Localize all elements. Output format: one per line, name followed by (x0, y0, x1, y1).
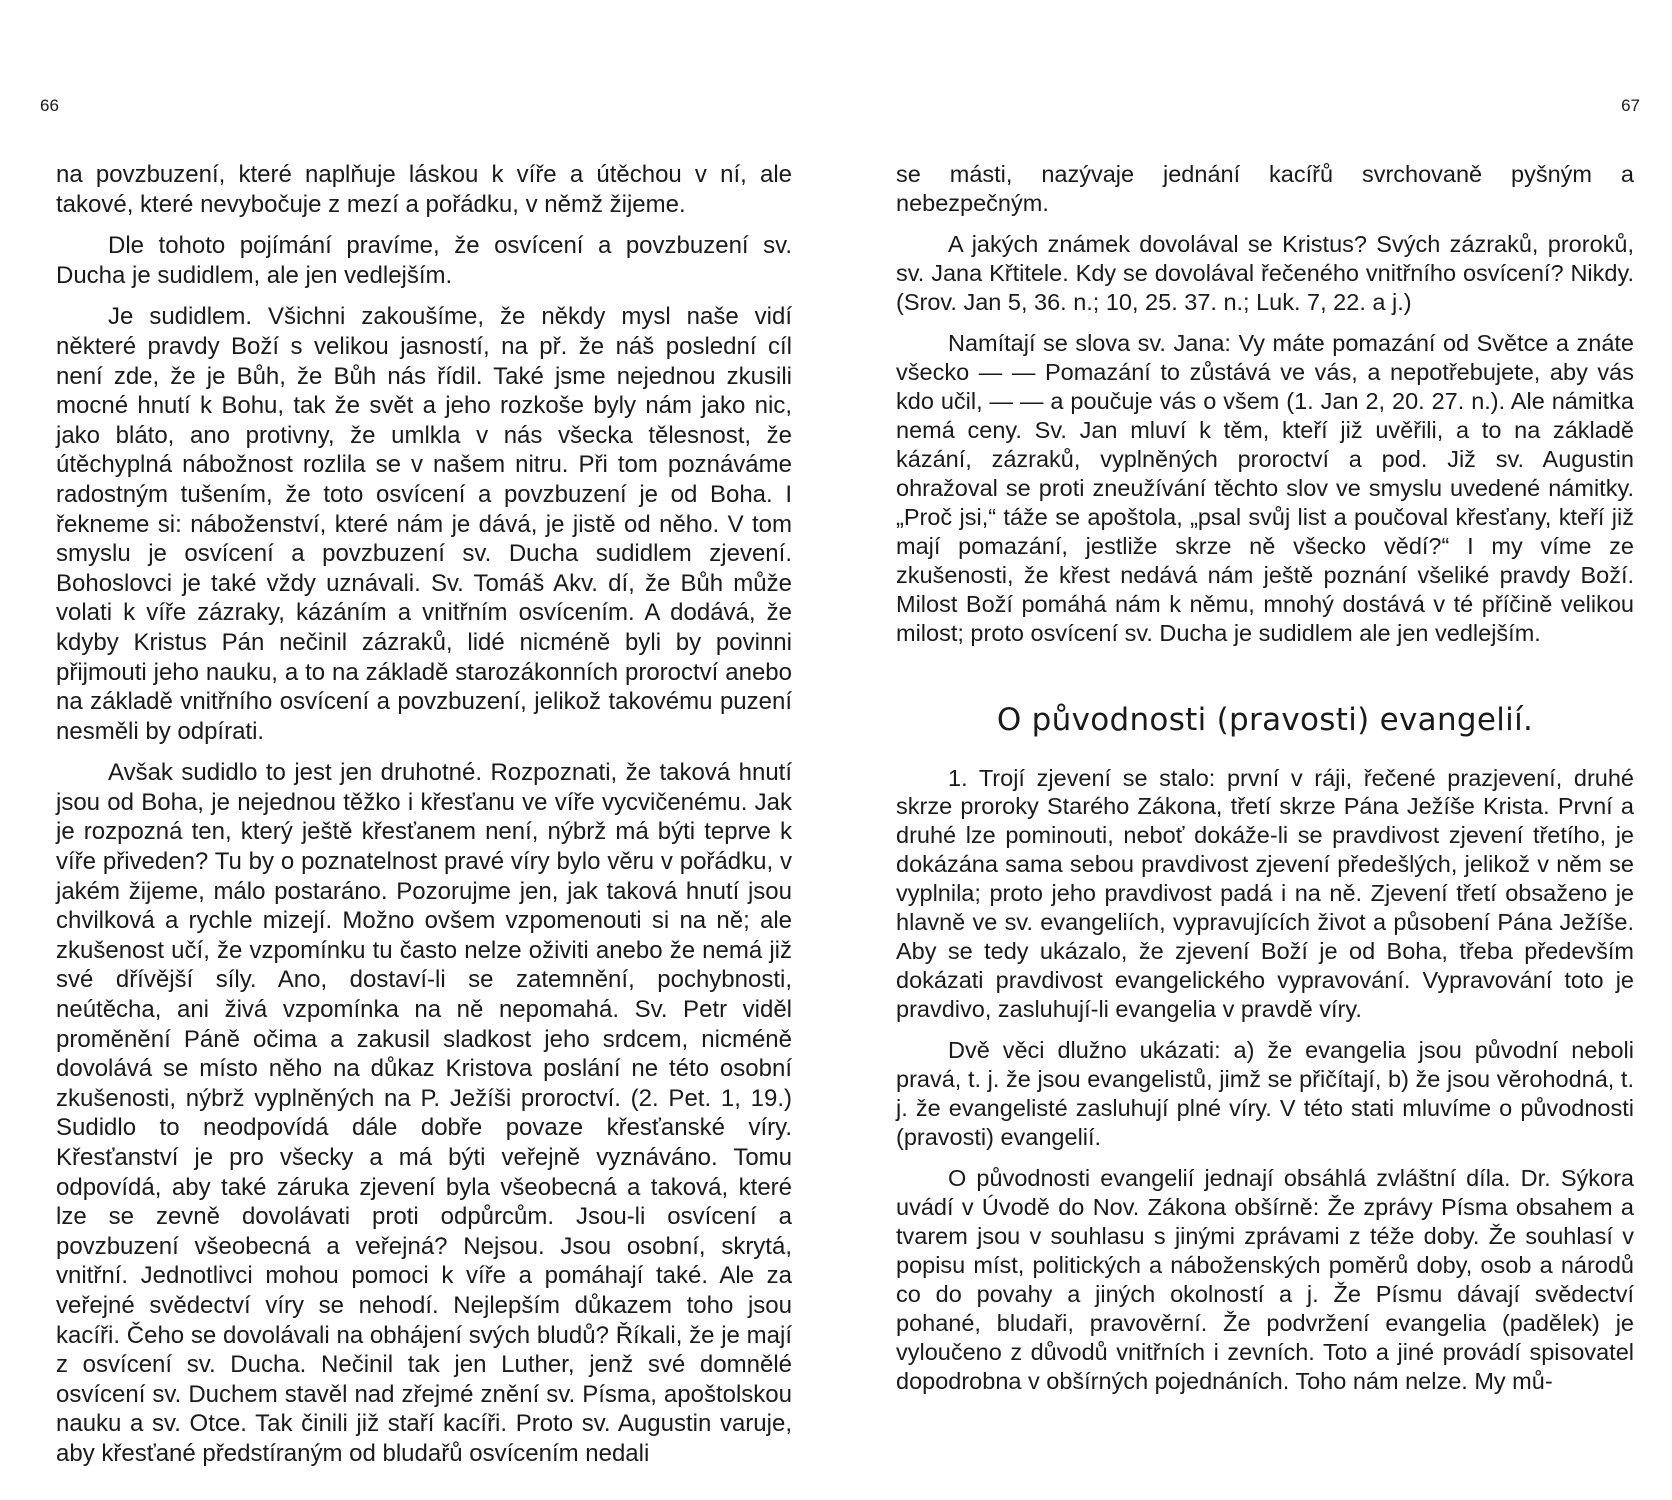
page-number-left: 66 (40, 96, 59, 115)
paragraph: Dvě věci dlužno ukázati: a) že evangelia jsou původní neboli pravá, t. j. že jsou evangelistů, jimž se přičítají, b) že jsou věrohodná, t. j. že evangelisté zasluhují plné víry. V této stati mluvíme o původnosti (pravosti) evangelií. (896, 1037, 1634, 1151)
left-page-text (56, 160, 792, 1481)
paragraph: Je sudidlem. Všichni zakoušíme, že někdy mysl naše vidí některé pravdy Boží s velikou jasností, na př. že náš poslední cíl není zde, že je Bůh, že Bůh nás řídil. Také jsme nejednou zkusili mocné hnutí k Bohu, tak že svět a jeho rozkoše byly nám jako nic, jako bláto, ano protivny, že umlkla v nás všecka tělesnost, že útěchyplná nábožnost rozlila se v našem nitru. Při tom poznáváme radostným tušením, že toto osvícení a povzbuzení je od Boha. I řekneme si: náboženství, které nám je dává, je jistě od něho. V tom smyslu je osvícení a povzbuzení sv. Ducha sudidlem zjevení. Bohoslovci je také vždy uznávali. Sv. Tomáš Akv. dí, že Bůh může volati k víře zázraky, kázáním a vnitřním osvícením. A dodává, že kdyby Kristus Pán nečinil zázraků, lidé nicméně byli by povinni přijmouti jeho nauku, a to na základě starozákonních proroctví anebo na základě vnitřního osvícení a povzbuzení, jelikož takovému puzení nesměli by odpírati. (56, 303, 792, 745)
paragraph: A jakých známek dovolával se Kristus? Svých zázraků, proroků, sv. Jana Křtitele. Kdy se dovolával řečeného vnitřního osvícení? Nikdy. (Srov. Jan 5, 36. n.; 10, 25. 37. n.; Luk. 7, 22. a j.) (896, 230, 1634, 315)
right-page-text (896, 160, 1634, 1408)
page-number-right: 67 (1621, 96, 1640, 115)
paragraph: Dle tohoto pojímání pravíme, že osvícení a povzbuzení sv. Ducha je sudidlem, ale jen vedlejším. (56, 232, 792, 289)
paragraph: se másti, nazývaje jednání kacířů svrchovaně pyšným a nebezpečným. (896, 161, 1634, 216)
section-heading: O původnosti (pravosti) evangelií. (996, 701, 1534, 738)
right-page (836, 0, 1672, 1500)
paragraph: Avšak sudidlo to jest jen druhotné. Rozpoznati, že taková hnutí jsou od Boha, je nejednou těžko i křesťanu ve víře vycvičenému. Jak je rozpozná ten, který ještě křesťanem není, nýbrž má býti teprve k víře přiveden? Tu by o poznatelnost pravé víry bylo věru v pořádku, v jakém žijeme, málo postaráno. Pozorujme jen, jak taková hnutí jsou chvilková a rychle mizejí. Možno ovšem vzpomenouti si na ně; ale zkušenost učí, že vzpomínku tu často nelze oživiti anebo že nemá již své dřívější síly. Ano, dostaví-li se zatemnění, pochybnosti, neútěcha, ani živá vzpomínka na ně nepomahá. Sv. Petr viděl proměnění Páně očima a zakusil sladkost jeho srdcem, nicméně dovolává se místo něho na důkaz Kristova poslání ne této osobní zkušenosti, nýbrž vyplněných na P. Ježíši proroctví. (2. Pet. 1, 19.) Sudidlo to neodpovídá dále dobře povaze křesťanské víry. Křesťanství je pro všecky a má býti veřejně vyznáváno. Tomu odpovídá, aby také záruka zjevení byla všeobecná a taková, které lze se zevně dovolávati proti odpůrcům. Jsou-li osvícení a povzbuzení všeobecná a veřejná? Nejsou. Jsou osobní, skrytá, vnitřní. Jednotlivci mohou pomoci k víře a pomáhají také. Ale za veřejné svědectví víry se nehodí. Nejlepším důkazem toho jsou kacíři. Čeho se dovolávali na obhájení svých bludů? Říkali, že je mají z osvícení sv. Ducha. Nečinil tak jen Luther, jenž své domnělé osvícení sv. Duchem stavěl nad zřejmé znění sv. Písma, apoštolskou nauku a sv. Otce. Tak činili již staří kacíři. Proto sv. Augustin varuje, aby křesťané předstíraným od bludařů osvícením nedali (56, 759, 792, 1467)
paragraph: na povzbuzení, které naplňuje láskou k víře a útěchou v ní, ale takové, které nevybočuje z mezí a pořádku, v němž žijeme. (56, 161, 792, 218)
paragraph: 1. Trojí zjevení se stalo: první v ráji, řečené prazjevení, druhé skrze proroky Starého Zákona, třetí skrze Pána Ježíše Krista. První a druhé lze pominouti, neboť dokáže-li se pravdivost zjevení třetího, je dokázána sama sebou pravdivost zjevení předešlých, jelikož v něm se vyplnila; proto jeho pravdivost padá i na ně. Zjevení třetí obsaženo je hlavně ve sv. evangeliích, vypravujících život a působení Pána Ježíše. Aby se tedy ukázalo, že zjevení Boží je od Boha, třeba především dokázati pravdivost evangelického vypravování. Vypravování toto je pravdivo, zasluhují-li evangelia v pravdě víry. (896, 764, 1634, 1023)
paragraph: O původnosti evangelií jednají obsáhlá zvláštní díla. Dr. Sýkora uvádí v Úvodě do Nov. Zákona obšírně: Že zprávy Písma obsahem a tvarem jsou v souhlasu s jinými zprávami z téže doby. Že souhlasí v popisu míst, politických a náboženských poměrů doby, osob a národů co do povahy a jiných okolností a j. Že Písmu dávají svědectví pohané, bludaři, pravověrní. Že podvržení evangelia (padělek) je vyloučeno z důvodů vnitřních i zevních. Toto a jiné provádí spisovatel dopodrobna v obšírných pojednáních. Toho nám nelze. My mů- (896, 1165, 1634, 1394)
paragraph: Namítají se slova sv. Jana: Vy máte pomazání od Světce a znáte všecko — — Pomazání to zůstává ve vás, a nepotřebujete, aby vás kdo učil, — — a poučuje vás o všem (1. Jan 2, 20. 27. n.). Ale námitka nemá ceny. Sv. Jan mluví k těm, kteří již uvěřili, a to na základě kázání, zázraků, vyplněných proroctví a pod. Již sv. Augustin ohražoval se proti zneužívání těchto slov ve smyslu uvedené námitky. „Proč jsi,“ táže se apoštola, „psal svůj list a poučoval křesťany, kteří již mají pomazání, jestliže skrze ně všecko vědí?“ I my víme ze zkušenosti, že křest nedává nám ještě poznání všeliké pravdy Boží. Milost Boží pomáhá nám k němu, mnohý dostává v té příčině velikou milost; proto osvícení sv. Ducha je sudidlem ale jen vedlejším. (896, 329, 1634, 646)
